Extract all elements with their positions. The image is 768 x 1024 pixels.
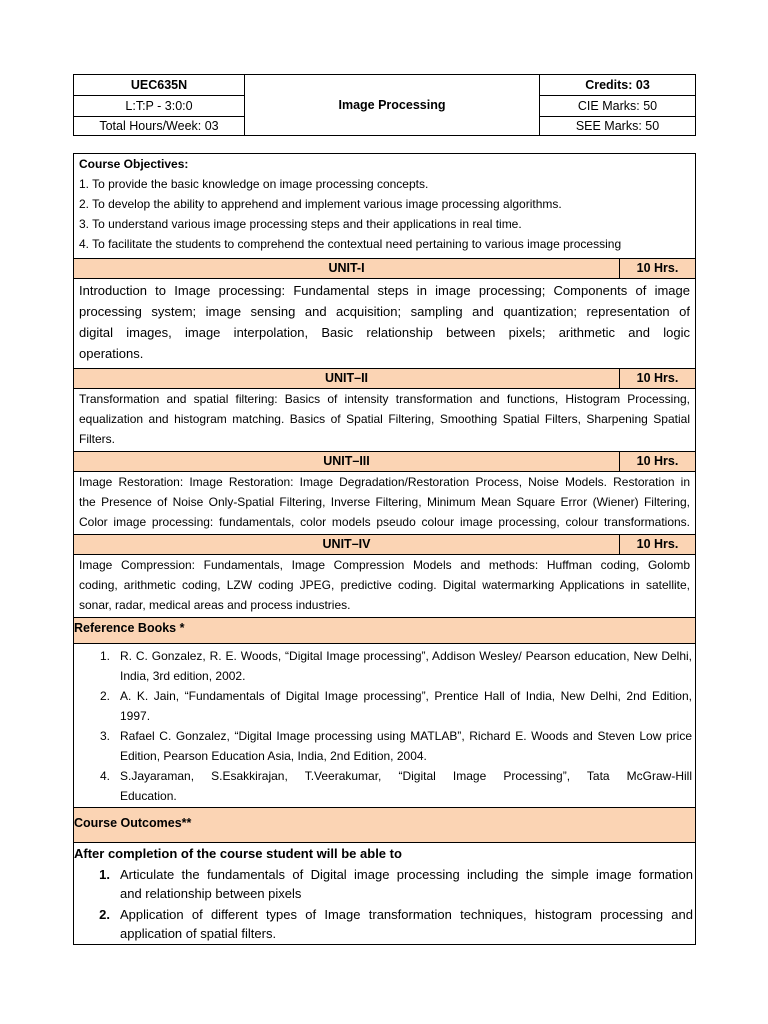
unit-text-line: Image Restoration: Image Restoration: Image Degradation/Restoration Process, Noise Models. Restoration in [79,475,690,489]
outcome-text-line: Articulate the fundamentals of Digital image processing including the simple image formation [120,867,693,882]
unit-name: UNIT–III [74,452,620,471]
outcome-text-line: Application of different types of Image transformation techniques, histogram processing and [120,907,693,922]
unit-text-line: the Presence of Noise Only-Spatial Filtering, Inverse Filtering, Minimum Mean Square Error (Wiener) Filtering, [79,495,690,509]
reference-text-line: India, 3rd edition, 2002. [120,669,246,683]
unit-header [74,368,695,389]
unit-name: UNIT-I [74,259,620,278]
reference-text-line: S.Jayaraman, S.Esakkirajan, T.Veerakumar, “Digital Image Processing”, Tata McGraw-Hill [120,769,692,783]
reference-text-line: Edition, Pearson Education Asia, India, 2nd Edition, 2004. [120,749,427,763]
reference-number: 4. [99,769,110,783]
syllabus-table [73,153,696,945]
unit-content [74,389,695,451]
unit-name: UNIT–IV [74,535,620,554]
unit-hours: 10 Hrs. [636,371,679,385]
unit-text-line: digital images, image interpolation, Basic relationship between pixels; arithmetic and logic [79,325,690,340]
unit-hours: 10 Hrs. [636,261,679,275]
unit-text-line: coding, arithmetic coding, LZW coding JPEG, predictive coding. Digital watermarking Applications in satellite, [79,578,690,592]
unit-content [74,555,695,617]
unit-text-line: Filters. [79,432,115,446]
objective-item: 1. To provide the basic knowledge on image processing concepts. [79,177,429,191]
reference-number: 2. [99,689,110,703]
objective-item: 3. To understand various image processing steps and their applications in real time. [79,217,522,231]
unit-text-line: sonar, radar, medical areas and process industries. [79,598,351,612]
outcome-text-line: and relationship between pixels [120,886,302,901]
outcome-number: 1. [99,867,110,882]
objective-item: 2. To develop the ability to apprehend and implement various image processing algorithms. [79,197,562,211]
see-marks: SEE Marks: 50 [539,117,695,135]
course-title: Image Processing [338,98,446,112]
unit-text-line: processing system; image sensing and acquisition; sampling and quantization; representation of [79,304,690,319]
course-code: UEC635N [74,75,245,96]
reference-text-line: Education. [120,789,177,803]
total-hours: Total Hours/Week: 03 [74,117,245,135]
reference-books-heading: Reference Books * [74,621,185,635]
outcome-text-line: application of spatial filters. [120,926,277,941]
unit-header [74,451,695,472]
reference-books-band [74,617,695,644]
reference-number: 1. [99,649,110,663]
unit-text-line: operations. [79,346,144,361]
reference-number: 3. [99,729,110,743]
unit-content [74,280,695,366]
reference-text-line: 1997. [120,709,151,723]
unit-text-line: Image Compression: Fundamentals, Image Compression Models and methods: Huffman coding, Golomb [79,558,690,572]
reference-text-line: Rafael C. Gonzalez, “Digital Image processing using MATLAB”, Richard E. Woods and Steven Low price [120,729,692,743]
objective-item: 4. To facilitate the students to comprehend the contextual need pertaining to various image processing [79,237,622,251]
cie-marks: CIE Marks: 50 [539,96,695,117]
unit-text-line: Introduction to Image processing: Fundamental steps in image processing; Components of image [79,283,690,298]
course-objectives [74,154,695,258]
unit-content [74,472,695,534]
unit-text-line: equalization and histogram matching. Basics of Spatial Filtering, Smoothing Spatial Filters, Sharpening Spatial [79,412,690,426]
course-outcomes-heading: Course Outcomes** [74,816,192,830]
unit-text-line: Transformation and spatial filtering: Basics of intensity transformation and functions, Histogram Processing, [79,392,690,406]
credits: Credits: 03 [539,75,695,96]
unit-header [74,534,695,555]
unit-text-line: Color image processing: fundamentals, color models pseudo colour image processing, colour transformations. [79,515,690,529]
reference-text-line: A. K. Jain, “Fundamentals of Digital Image processing”, Prentice Hall of India, New Delhi, 2nd Edition, [120,689,692,703]
objectives-heading: Course Objectives: [79,157,189,171]
outcomes-intro: After completion of the course student will be able to [74,846,402,861]
unit-header [74,258,695,279]
reference-text-line: R. C. Gonzalez, R. E. Woods, “Digital Image processing”, Addison Wesley/ Pearson education, New Delhi, [120,649,692,663]
unit-name: UNIT–II [74,369,620,388]
ltp-value: L:T:P - 3:0:0 [74,96,245,117]
outcome-number: 2. [99,907,110,922]
unit-hours: 10 Hrs. [636,454,679,468]
course-outcomes-band [74,807,695,843]
unit-hours: 10 Hrs. [636,537,679,551]
course-header-table [73,74,696,136]
